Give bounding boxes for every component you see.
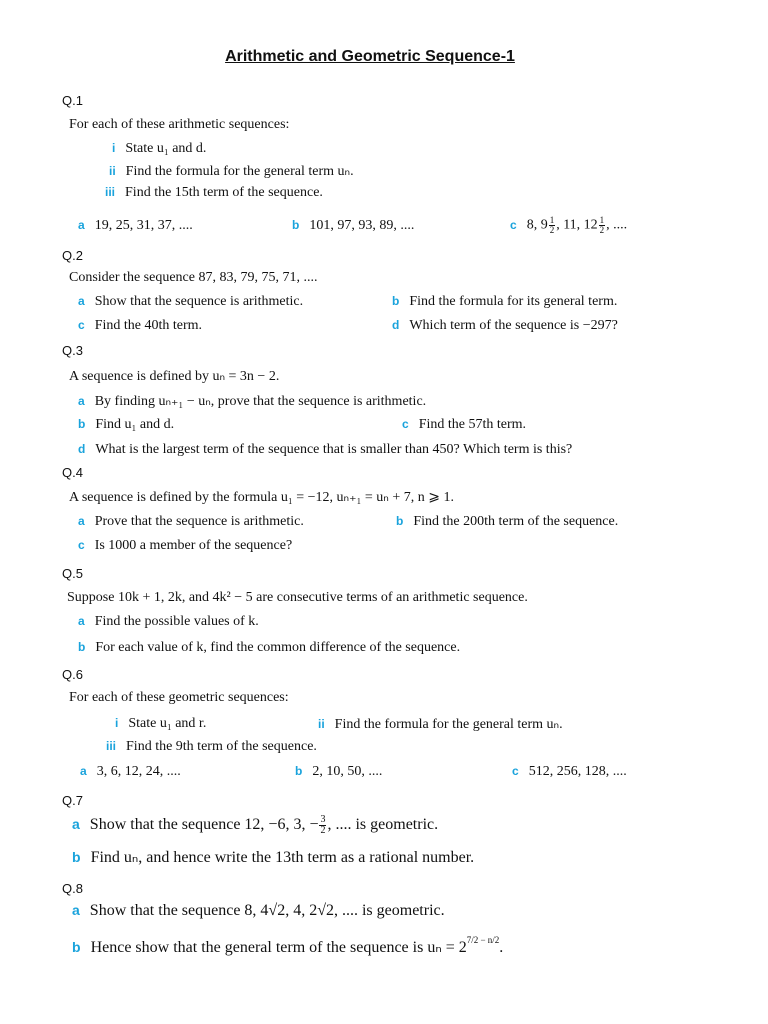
q1-seq-c <box>510 216 627 235</box>
q3-part-text: What is the largest term of the sequence that is smaller than 450? Which term is this? <box>95 442 573 457</box>
q7-part-tag: b <box>72 849 81 865</box>
question-label-q6: Q.6 <box>62 667 83 682</box>
q6-intro: For each of these geometric sequences: <box>69 690 289 705</box>
q1-part-ii <box>109 163 354 180</box>
q1-part-tag: iii <box>105 185 116 199</box>
q5-intro: Suppose 10k + 1, 2k, and 4k² − 5 are consecutive terms of an arithmetic sequence. <box>67 590 528 605</box>
question-label-q8: Q.8 <box>62 881 83 896</box>
q6-seq-text: 3, 6, 12, 24, .... <box>96 764 181 779</box>
q5-part-text: Find the possible values of k. <box>94 614 259 629</box>
q2-part-a <box>78 294 303 310</box>
q1-part-tag: i <box>112 141 116 155</box>
q1-seq-text: 19, 25, 31, 37, .... <box>94 218 193 233</box>
q8-part-tag: a <box>72 902 80 918</box>
q1-part-tag: ii <box>109 164 116 178</box>
q7-part-tag: a <box>72 816 80 833</box>
q2-part-text: Find the 40th term. <box>94 318 203 333</box>
q6-part-text: Find the formula for the general term uₙ. <box>334 717 563 732</box>
q4-part-b <box>396 514 618 530</box>
q7-part-text: Find uₙ, and hence write the 13th term as a rational number. <box>90 849 475 866</box>
q1-part-text: Find the formula for the general term uₙ. <box>125 164 354 179</box>
page-title: Arithmetic and Geometric Sequence-1 <box>225 48 515 65</box>
q2-part-c <box>78 318 202 334</box>
question-label-q2: Q.2 <box>62 248 83 263</box>
q6-part-text: Find the 9th term of the sequence. <box>126 739 317 754</box>
q3-part-c <box>402 417 526 433</box>
question-label-q7: Q.7 <box>62 793 83 808</box>
q8-part-a <box>72 902 445 920</box>
q4-part-tag: a <box>78 514 85 528</box>
q2-intro: Consider the sequence 87, 83, 79, 75, 71, .... <box>69 270 318 285</box>
q7-part-text: Show that the sequence 12, −6, 3, − $\frac{3}{2}$ , .... is geometric. <box>89 814 439 836</box>
q2-part-text: Find the formula for its general term. <box>409 294 618 309</box>
q2-part-d <box>392 318 618 334</box>
q1-seq-tag: c <box>510 217 517 232</box>
q6-seq-tag: a <box>80 764 87 778</box>
q3-part-tag: d <box>78 442 86 456</box>
q1-seq-text: 8, 9 $\frac{1}{2}$ , 11, 12 $\frac{1}{2}$ , .... <box>526 215 628 235</box>
q7-part-a <box>72 815 438 836</box>
q3-part-tag: a <box>78 394 85 408</box>
q3-part-text: Find the 57th term. <box>418 417 527 432</box>
q6-part-tag: iii <box>106 739 117 753</box>
q4-part-text: Prove that the sequence is arithmetic. <box>94 514 304 529</box>
q6-seq-tag: c <box>512 764 519 778</box>
q3-part-tag: b <box>78 417 86 431</box>
q3-part-text: By finding uₙ₊₁ − uₙ, prove that the sequence is arithmetic. <box>94 394 427 409</box>
q4-intro: A sequence is defined by the formula u₁ = −12, uₙ₊₁ = uₙ + 7, n ⩾ 1. <box>69 490 454 505</box>
q5-part-tag: b <box>78 640 86 654</box>
q3-part-b <box>78 417 174 433</box>
q6-seq-b <box>295 764 382 780</box>
q5-part-text: For each value of k, find the common difference of the sequence. <box>95 640 461 655</box>
q1-seq-b <box>292 218 414 234</box>
q2-part-tag: a <box>78 294 85 308</box>
q3-part-d <box>78 442 572 458</box>
q1-seq-tag: a <box>78 218 85 232</box>
question-label-q5: Q.5 <box>62 566 83 581</box>
q6-seq-tag: b <box>295 764 303 778</box>
q8-part-text: Show that the sequence 8, 4√2, 4, 2√2, .... is geometric. <box>89 902 445 919</box>
q2-part-tag: d <box>392 318 400 332</box>
q2-part-tag: c <box>78 318 85 332</box>
q4-part-c <box>78 538 292 554</box>
q1-part-text: State u₁ and d. <box>125 141 207 156</box>
q1-part-text: Find the 15th term of the sequence. <box>125 185 323 200</box>
q3-intro: A sequence is defined by uₙ = 3n − 2. <box>69 369 280 384</box>
q2-part-text: Which term of the sequence is −297? <box>409 318 618 333</box>
q2-part-b <box>392 294 617 310</box>
q4-part-a <box>78 514 304 530</box>
q6-part-text: State u₁ and r. <box>128 716 207 731</box>
q1-seq-a <box>78 218 193 234</box>
q6-seq-a <box>80 764 181 780</box>
q1-intro: For each of these arithmetic sequences: <box>69 117 290 132</box>
q6-seq-text: 512, 256, 128, .... <box>528 764 627 779</box>
q1-seq-text: 101, 97, 93, 89, .... <box>309 218 415 233</box>
q3-part-tag: c <box>402 417 409 431</box>
q1-seq-tag: b <box>292 218 300 232</box>
question-label-q1: Q.1 <box>62 93 83 108</box>
q4-part-tag: c <box>78 538 85 552</box>
q6-part-ii <box>318 716 563 733</box>
q6-part-i <box>115 716 206 732</box>
q7-part-b <box>72 847 474 867</box>
q2-part-tag: b <box>392 294 400 308</box>
q4-part-text: Find the 200th term of the sequence. <box>413 514 619 529</box>
q1-part-iii <box>105 185 323 201</box>
q3-part-a <box>78 393 426 410</box>
q4-part-text: Is 1000 a member of the sequence? <box>94 538 293 553</box>
q8-part-tag: b <box>72 939 81 955</box>
q2-part-text: Show that the sequence is arithmetic. <box>94 294 304 309</box>
q1-part-i <box>112 141 206 157</box>
question-label-q4: Q.4 <box>62 465 83 480</box>
q6-seq-c <box>512 764 627 780</box>
q3-part-text: Find u₁ and d. <box>95 417 175 432</box>
q6-part-iii <box>106 739 317 755</box>
q8-part-b <box>72 935 503 957</box>
q5-part-tag: a <box>78 614 85 628</box>
q5-part-b <box>78 640 460 656</box>
q6-part-tag: i <box>115 716 119 730</box>
question-label-q3: Q.3 <box>62 343 83 358</box>
q8-part-text: Hence show that the general term of the sequence is $u_n = 2^{7/2 - n/2}$. <box>90 935 504 956</box>
q5-part-a <box>78 614 259 630</box>
q6-seq-text: 2, 10, 50, .... <box>312 764 383 779</box>
q6-part-tag: ii <box>318 717 325 731</box>
q4-part-tag: b <box>396 514 404 528</box>
